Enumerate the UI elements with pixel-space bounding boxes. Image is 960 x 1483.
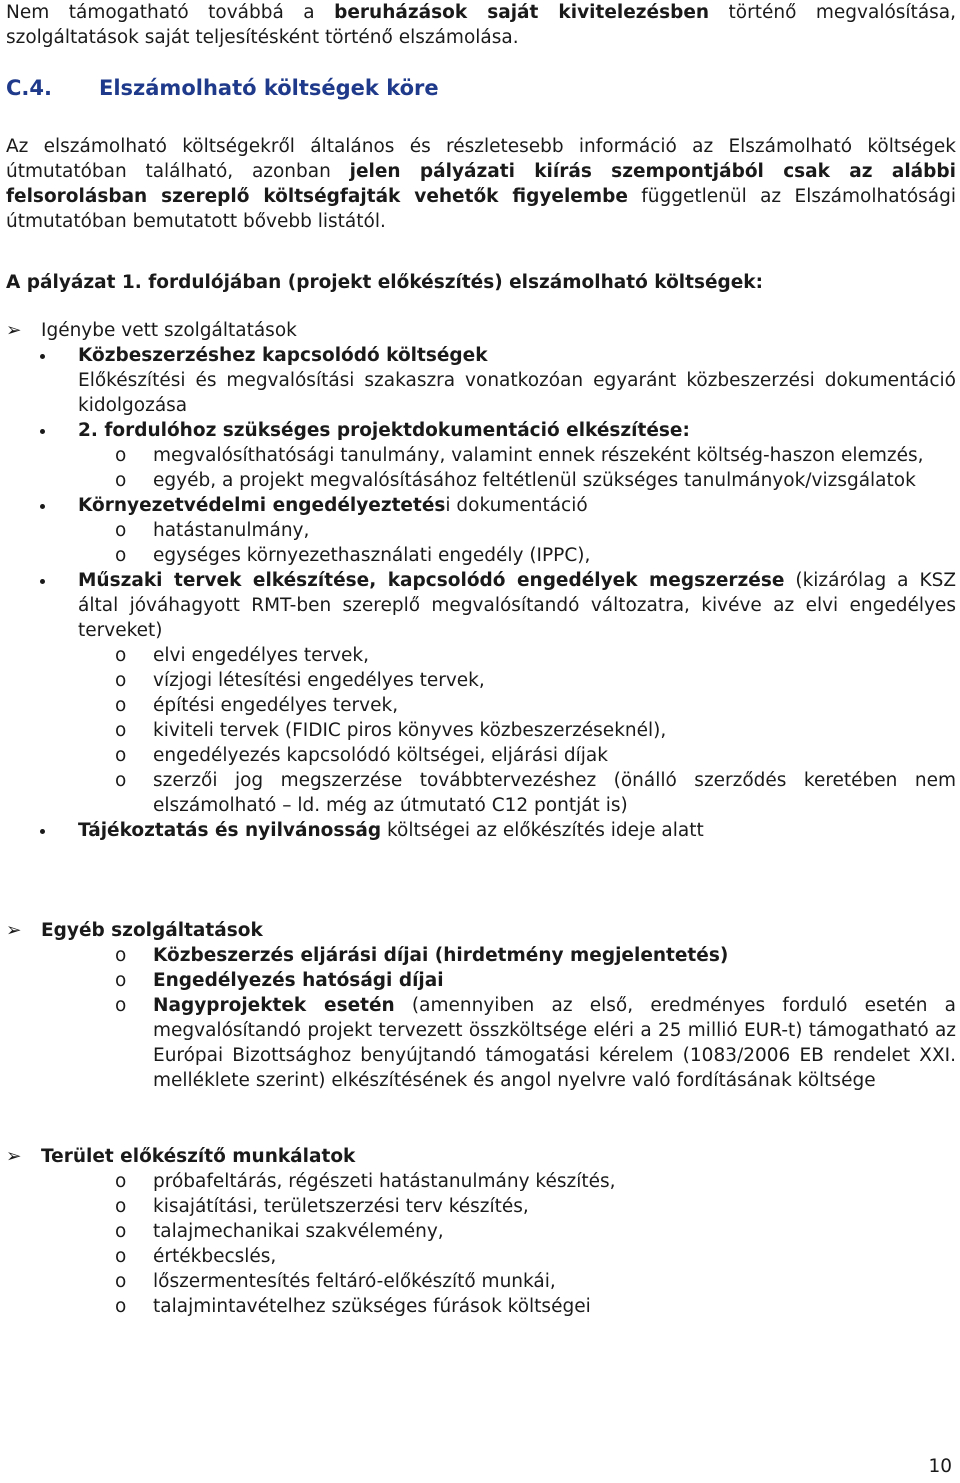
circle-bullet-icon: o (115, 520, 127, 541)
circle-bullet-icon: o (115, 445, 127, 466)
circle-bullet-icon: o (115, 1196, 127, 1217)
bold-text: beruházások saját kivitelezésben (334, 2, 710, 23)
text: kisajátítási, területszerzési terv készítés, (153, 1196, 529, 1217)
text: vízjogi létesítési engedélyes tervek, (153, 670, 485, 691)
arrow-bullet-icon: ➢ (6, 320, 22, 341)
text: értékbecslés, (153, 1246, 277, 1267)
sub-item (6, 443, 956, 468)
bold-text: jelen pályázati kiírás szempontjából csak az alábbi felsorolásban szereplő költségfajták vehetők figyelembe (6, 161, 956, 207)
sub-item (6, 943, 956, 968)
bullet-icon (40, 504, 45, 509)
group-heading (6, 318, 956, 343)
site-preparation-group (6, 1144, 956, 1319)
text: elvi engedélyes tervek, (153, 645, 370, 666)
group-title: Egyéb szolgáltatások (41, 920, 263, 941)
sub-item (6, 1219, 956, 1244)
text: egységes környezethasználati engedély (IPPC), (153, 545, 591, 566)
circle-bullet-icon: o (115, 1221, 127, 1242)
text: történő megvalósítása, szolgáltatások saját teljesítésként történő elszámolása. (6, 2, 957, 48)
text: (amennyiben az első, eredményes forduló esetén a megvalósítandó projekt tervezett összköltsége eléri a 25 millió EUR-t) támogatható az Európai Bizottsághoz benyújtandó támogatási kérelem (1083/2006 EB rendelet XXI. melléklete szerint) elkészítésének és angol nyelvre való fordításának költsége (153, 995, 956, 1091)
bold-text: Műszaki tervek elkészítése, kapcsolódó engedélyek megszerzése (78, 570, 785, 591)
circle-bullet-icon: o (115, 545, 127, 566)
sub-item (6, 1269, 956, 1294)
text: próbafeltárás, régészeti hatástanulmány készítés, (153, 1171, 616, 1192)
intro-paragraph (6, 134, 956, 234)
section-heading (6, 76, 439, 100)
circle-bullet-icon: o (115, 1296, 127, 1317)
circle-bullet-icon: o (115, 1271, 127, 1292)
bullet-icon (40, 354, 45, 359)
bold-text: Engedélyezés hatósági díjai (153, 970, 444, 991)
text: költségei az előkészítés ideje alatt (381, 820, 704, 841)
text: talajmechanikai szakvélemény, (153, 1221, 444, 1242)
text: kiviteli tervek (FIDIC piros könyves közbeszerzéseknél), (153, 720, 667, 741)
circle-bullet-icon: o (115, 945, 127, 966)
circle-bullet-icon: o (115, 1246, 127, 1267)
bold-text: Tájékoztatás és nyilvánosság (78, 820, 382, 841)
section-title: Elszámolható költségek köre (99, 76, 439, 100)
intro-line (6, 0, 956, 50)
services-group (6, 318, 956, 843)
bold-text: Közbeszerzéshez kapcsolódó költségek (78, 345, 488, 366)
page-number: 10 (928, 1456, 952, 1477)
sub-item (6, 1169, 956, 1194)
circle-bullet-icon: o (115, 645, 127, 666)
sub-item (6, 1244, 956, 1269)
item-description: Előkészítési és megvalósítási szakaszra vonatkozóan egyaránt közbeszerzési dokumentáció kidolgozása (78, 370, 956, 416)
sub-item (6, 768, 956, 818)
arrow-bullet-icon: ➢ (6, 920, 22, 941)
circle-bullet-icon: o (115, 745, 127, 766)
text: Az elszámolható költségekről általános és részletesebb információ az Elszámolható költségek útmutatóban található, azonban (6, 136, 956, 182)
text: engedélyezés kapcsolódó költségei, eljárási díjak (153, 745, 608, 766)
sub-item (6, 668, 956, 693)
bold-text: 2. fordulóhoz szükséges projektdokumentáció elkészítése: (78, 420, 690, 441)
text: hatástanulmány, (153, 520, 310, 541)
text: megvalósíthatósági tanulmány, valamint ennek részeként költség-haszon elemzés, (153, 445, 924, 466)
text: Nem támogatható továbbá a (6, 2, 335, 23)
text: i dokumentáció (445, 495, 588, 516)
sub-item (6, 468, 956, 493)
circle-bullet-icon: o (115, 670, 127, 691)
other-services-group (6, 918, 956, 1093)
list-item (6, 818, 956, 843)
bullet-icon (40, 829, 45, 834)
circle-bullet-icon: o (115, 995, 127, 1016)
text: (kizárólag a KSZ által jóváhagyott RMT-ben szereplő megvalósítandó változatra, kivéve az elvi engedélyes terveket) (78, 570, 956, 641)
text: szerzői jog megszerzése továbbtervezéshez (önálló szerződés keretében nem elszámolható – ld. még az útmutató C12 pontját is) (153, 770, 956, 816)
sub-item (6, 643, 956, 668)
group-title: Terület előkészítő munkálatok (41, 1146, 356, 1167)
group-title: Igénybe vett szolgáltatások (41, 320, 297, 341)
circle-bullet-icon: o (115, 720, 127, 741)
sub-item (6, 693, 956, 718)
sub-item (6, 1294, 956, 1319)
bold-text: Közbeszerzés eljárási díjai (hirdetmény megjelentetés) (153, 945, 729, 966)
circle-bullet-icon: o (115, 470, 127, 491)
bold-text: Nagyprojektek esetén (153, 995, 395, 1016)
group-heading (6, 1144, 956, 1169)
list-item (6, 493, 956, 518)
list-item (6, 568, 956, 643)
group-heading (6, 918, 956, 943)
text: lőszermentesítés feltáró-előkészítő munkái, (153, 1271, 556, 1292)
sub-item (6, 543, 956, 568)
text: talajmintavételhez szükséges fúrások költségei (153, 1296, 591, 1317)
circle-bullet-icon: o (115, 770, 127, 791)
sub-item (6, 518, 956, 543)
arrow-bullet-icon: ➢ (6, 1146, 22, 1167)
round-title: A pályázat 1. fordulójában (projekt előkészítés) elszámolható költségek: (6, 272, 764, 293)
circle-bullet-icon: o (115, 1171, 127, 1192)
section-number: C.4. (6, 76, 52, 100)
circle-bullet-icon: o (115, 970, 127, 991)
text: függetlenül az Elszámolhatósági útmutatóban bemutatott bővebb listától. (6, 186, 956, 232)
sub-item (6, 1194, 956, 1219)
list-item (6, 418, 956, 443)
sub-item (6, 968, 956, 993)
list-item (6, 343, 956, 368)
circle-bullet-icon: o (115, 695, 127, 716)
bold-text: Környezetvédelmi engedélyeztetés (78, 495, 446, 516)
sub-item (6, 743, 956, 768)
text: építési engedélyes tervek, (153, 695, 399, 716)
sub-item (6, 993, 956, 1093)
sub-item (6, 718, 956, 743)
text: egyéb, a projekt megvalósításához feltétlenül szükséges tanulmányok/vizsgálatok (153, 470, 916, 491)
bullet-icon (40, 429, 45, 434)
bullet-icon (40, 579, 45, 584)
